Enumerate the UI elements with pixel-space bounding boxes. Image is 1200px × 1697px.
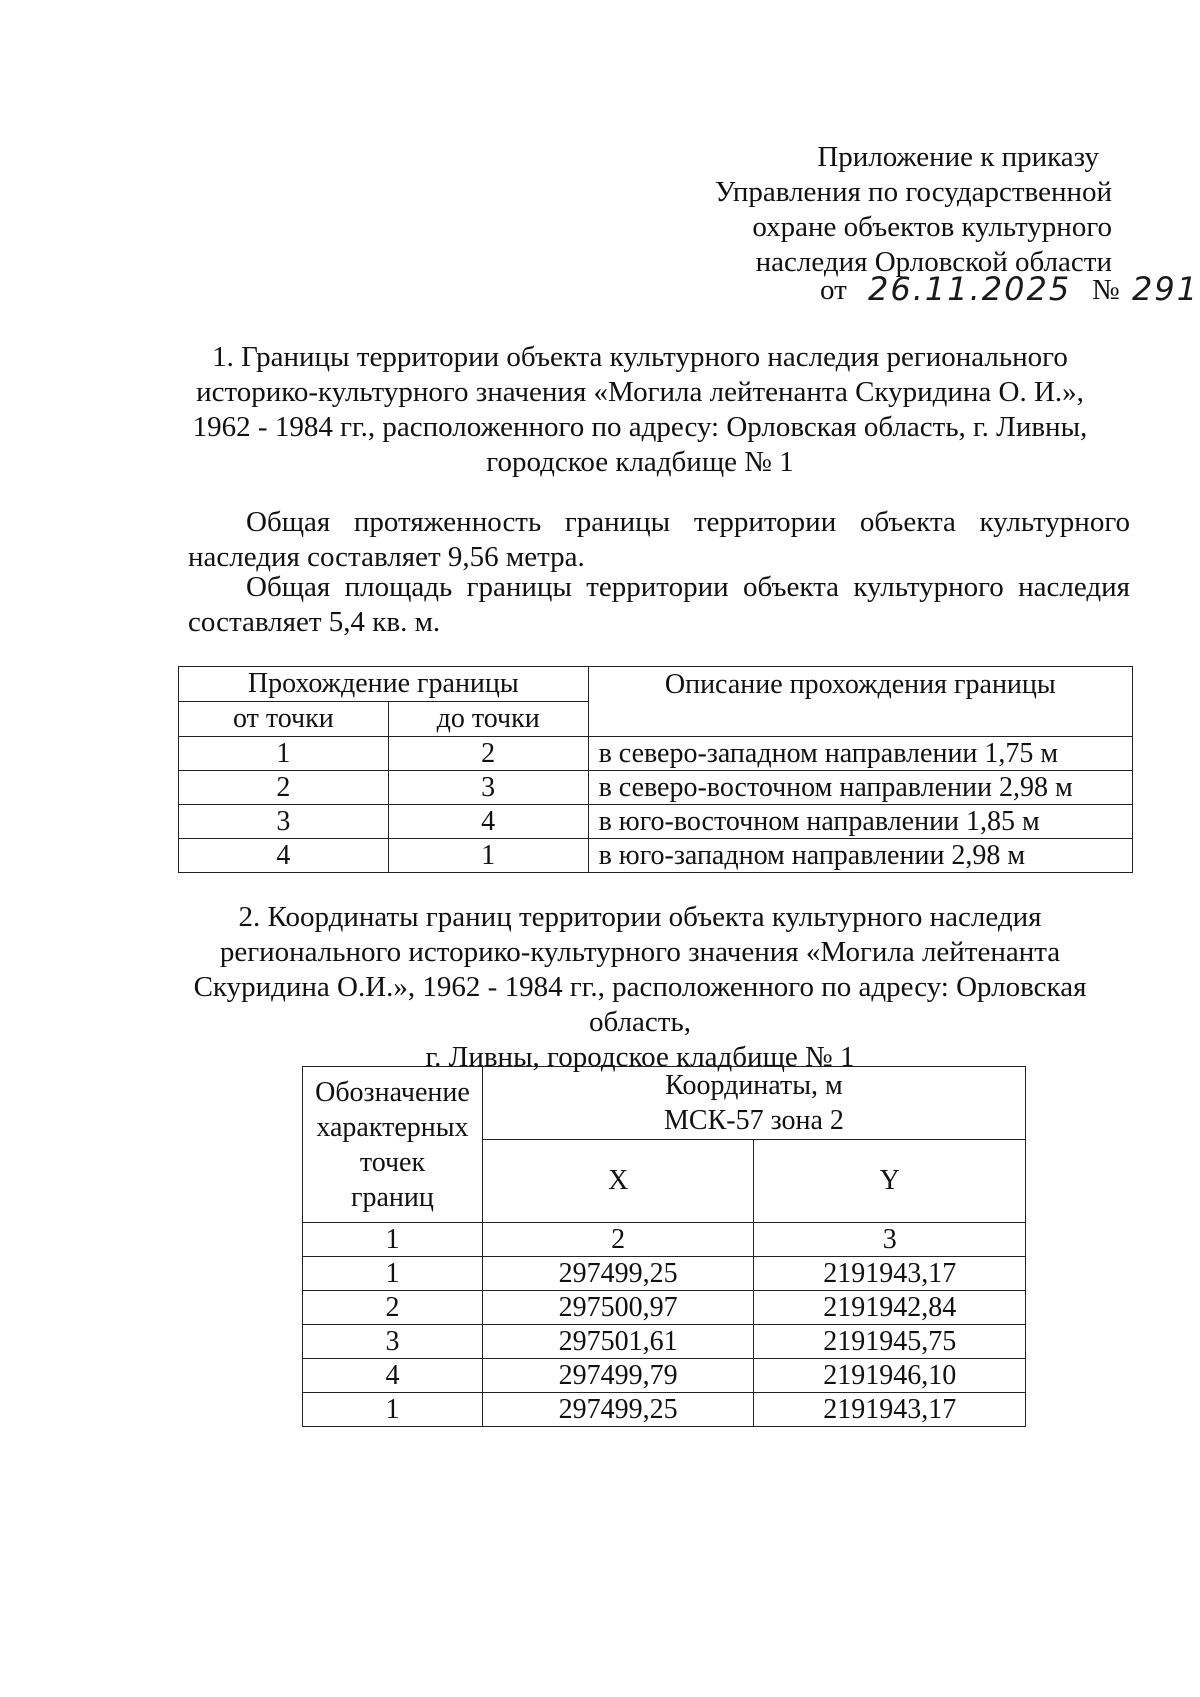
header-line-4: наследия Орловской области [755, 246, 1112, 278]
handwritten-date: 26.11.2025 [868, 270, 1072, 308]
header-y: Y [754, 1140, 1026, 1223]
number-label: № [1092, 274, 1120, 306]
index-cell: 2 [482, 1223, 754, 1257]
x-cell: 297499,79 [482, 1359, 754, 1393]
paragraph-line: Общая протяженность границы территории объекта культурного [246, 506, 1130, 538]
title-line: Скуридина О.И.», 1962 - 1984 гг., расположенного по адресу: Орловская область, [193, 971, 1087, 1038]
title-line: городское кладбище № 1 [486, 446, 794, 478]
to-point-cell: 4 [388, 805, 588, 839]
table-row [303, 1257, 1026, 1291]
header-line: границ [351, 1181, 434, 1213]
table-row [303, 1291, 1026, 1325]
coordinates-table [302, 1066, 1026, 1427]
section-2-title [150, 900, 1130, 1075]
header-line-2: Управления по государственной [714, 176, 1112, 208]
table-row [179, 839, 1133, 873]
description-cell: в юго-восточном направлении 1,85 м [588, 805, 1132, 839]
point-cell: 1 [303, 1393, 483, 1427]
index-cell: 3 [754, 1223, 1026, 1257]
header-x: X [482, 1140, 754, 1223]
table-row [303, 1325, 1026, 1359]
from-point-cell: 2 [179, 771, 389, 805]
y-cell: 2191942,84 [754, 1291, 1026, 1325]
boundary-area-paragraph [188, 570, 1130, 640]
description-cell: в юго-западном направлении 2,98 м [588, 839, 1132, 873]
header-line: МСК-57 зона 2 [664, 1105, 844, 1136]
description-cell: в северо-западном направлении 1,75 м [588, 737, 1132, 771]
header-line: характерных [316, 1111, 469, 1143]
y-cell: 2191945,75 [754, 1325, 1026, 1359]
paragraph-line: составляет 5,4 кв. м. [188, 606, 441, 638]
header-point-designation [303, 1067, 483, 1223]
header-to-point: до точки [388, 702, 588, 737]
order-date-number [820, 270, 1200, 310]
from-point-cell: 4 [179, 839, 389, 873]
x-cell: 297499,25 [482, 1393, 754, 1427]
header-from-point: от точки [179, 702, 389, 737]
table-row [303, 1359, 1026, 1393]
section-1-title [150, 340, 1130, 480]
to-point-cell: 1 [388, 839, 588, 873]
paragraph-line: Общая площадь границы территории объекта культурного наследия [246, 571, 1130, 603]
title-line: 1. Границы территории объекта культурного наследия регионального [212, 341, 1068, 373]
paragraph-line: наследия составляет 9,56 метра. [188, 541, 585, 573]
title-line: историко-культурного значения «Могила лейтенанта Скуридина О. И.», [196, 376, 1084, 408]
title-line: регионального историко-культурного значения «Могила лейтенанта [219, 936, 1061, 968]
table-row [179, 805, 1133, 839]
to-point-cell: 3 [388, 771, 588, 805]
header-line-3: охране объектов культурного [752, 211, 1112, 243]
to-point-cell: 2 [388, 737, 588, 771]
point-cell: 3 [303, 1325, 483, 1359]
header-line-1: Приложение к приказу [817, 141, 1099, 173]
y-cell: 2191946,10 [754, 1359, 1026, 1393]
point-cell: 1 [303, 1257, 483, 1291]
from-point-cell: 1 [179, 737, 389, 771]
y-cell: 2191943,17 [754, 1393, 1026, 1427]
header-description: Описание прохождения границы [588, 667, 1132, 737]
header-line: Координаты, м [665, 1070, 843, 1101]
index-cell: 1 [303, 1223, 483, 1257]
column-index-row [303, 1223, 1026, 1257]
boundary-passage-table [178, 666, 1133, 873]
title-line: г. Ливны, городское кладбище № 1 [425, 1041, 855, 1073]
header-line: Обозначение [315, 1076, 470, 1108]
point-cell: 2 [303, 1291, 483, 1325]
header-line: точек [359, 1146, 426, 1178]
from-label: от [820, 274, 847, 306]
from-point-cell: 3 [179, 805, 389, 839]
y-cell: 2191943,17 [754, 1257, 1026, 1291]
x-cell: 297501,61 [482, 1325, 754, 1359]
x-cell: 297500,97 [482, 1291, 754, 1325]
order-annex-header [715, 140, 1112, 280]
table-row [303, 1393, 1026, 1427]
boundary-length-paragraph [188, 505, 1130, 575]
table-row [179, 771, 1133, 805]
point-cell: 4 [303, 1359, 483, 1393]
x-cell: 297499,25 [482, 1257, 754, 1291]
table-row [179, 737, 1133, 771]
header-coordinates [482, 1067, 1025, 1140]
handwritten-number: 291 [1132, 270, 1200, 308]
description-cell: в северо-восточном направлении 2,98 м [588, 771, 1132, 805]
title-line: 1962 - 1984 гг., расположенного по адресу: Орловская область, г. Ливны, [192, 411, 1088, 443]
title-line: 2. Координаты границ территории объекта культурного наследия [238, 901, 1042, 933]
header-passage: Прохождение границы [179, 667, 589, 702]
